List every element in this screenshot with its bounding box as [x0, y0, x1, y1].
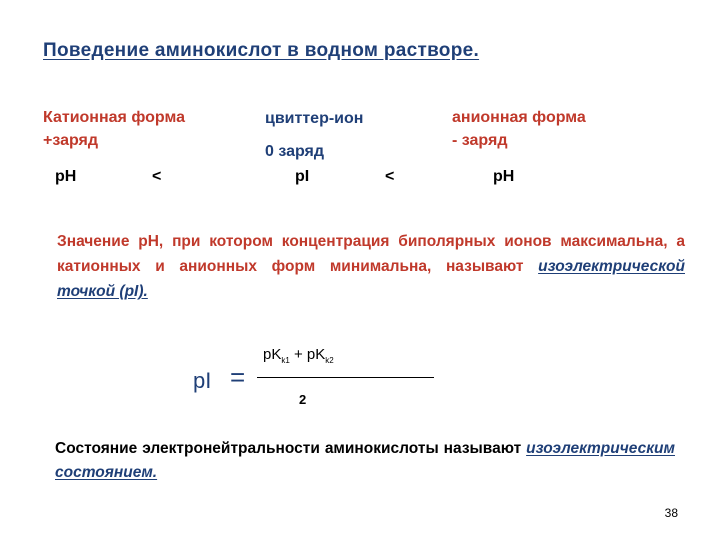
cation-charge: +заряд	[43, 132, 99, 149]
formula-lhs: pI	[193, 368, 212, 393]
page-number: 38	[664, 506, 678, 520]
zwitterion-label	[265, 102, 363, 168]
cation-form-label	[43, 106, 185, 152]
less-than-1: <	[152, 168, 162, 185]
zwitterion-name: цвиттер-ион	[265, 110, 364, 127]
formula-denominator: 2	[299, 392, 307, 407]
anion-form-name: анионная форма	[452, 109, 586, 126]
zwitterion-charge: 0 заряд	[265, 143, 325, 160]
formula-equals: =	[230, 362, 246, 392]
fraction-line	[257, 377, 434, 378]
less-than-2: <	[385, 168, 395, 185]
ph-left: pH	[55, 168, 77, 185]
pi-middle: pI	[295, 168, 310, 185]
ph-right: pH	[493, 168, 515, 185]
pk1-subscript: k1	[281, 356, 290, 365]
pk2-subscript: k2	[325, 356, 334, 365]
slide-title: Поведение аминокислот в водном растворе.	[43, 40, 480, 61]
isoelectric-state-term: изоэлектрическим состоянием.	[55, 440, 675, 481]
anion-charge: - заряд	[452, 132, 508, 149]
pk2-symbol: pK	[306, 346, 326, 363]
conclusion-text: Состояние электронейтральности аминокислоты называют	[55, 440, 527, 457]
formula-numerator	[263, 346, 334, 365]
definition-text: Значение pH, при котором концентрация биполярных ионов максимальна, а катионных и анионных форм минимальна, называют	[57, 233, 685, 275]
isoelectric-point-term: изоэлектрической точкой (pI).	[57, 258, 685, 300]
isoelectric-state-statement	[55, 437, 675, 485]
isoelectric-point-definition	[57, 229, 685, 304]
cation-form-name: Катионная форма	[43, 109, 185, 126]
anion-form-label	[452, 106, 586, 152]
pk1-symbol: pK	[263, 346, 282, 363]
plus-sign: +	[289, 346, 307, 363]
